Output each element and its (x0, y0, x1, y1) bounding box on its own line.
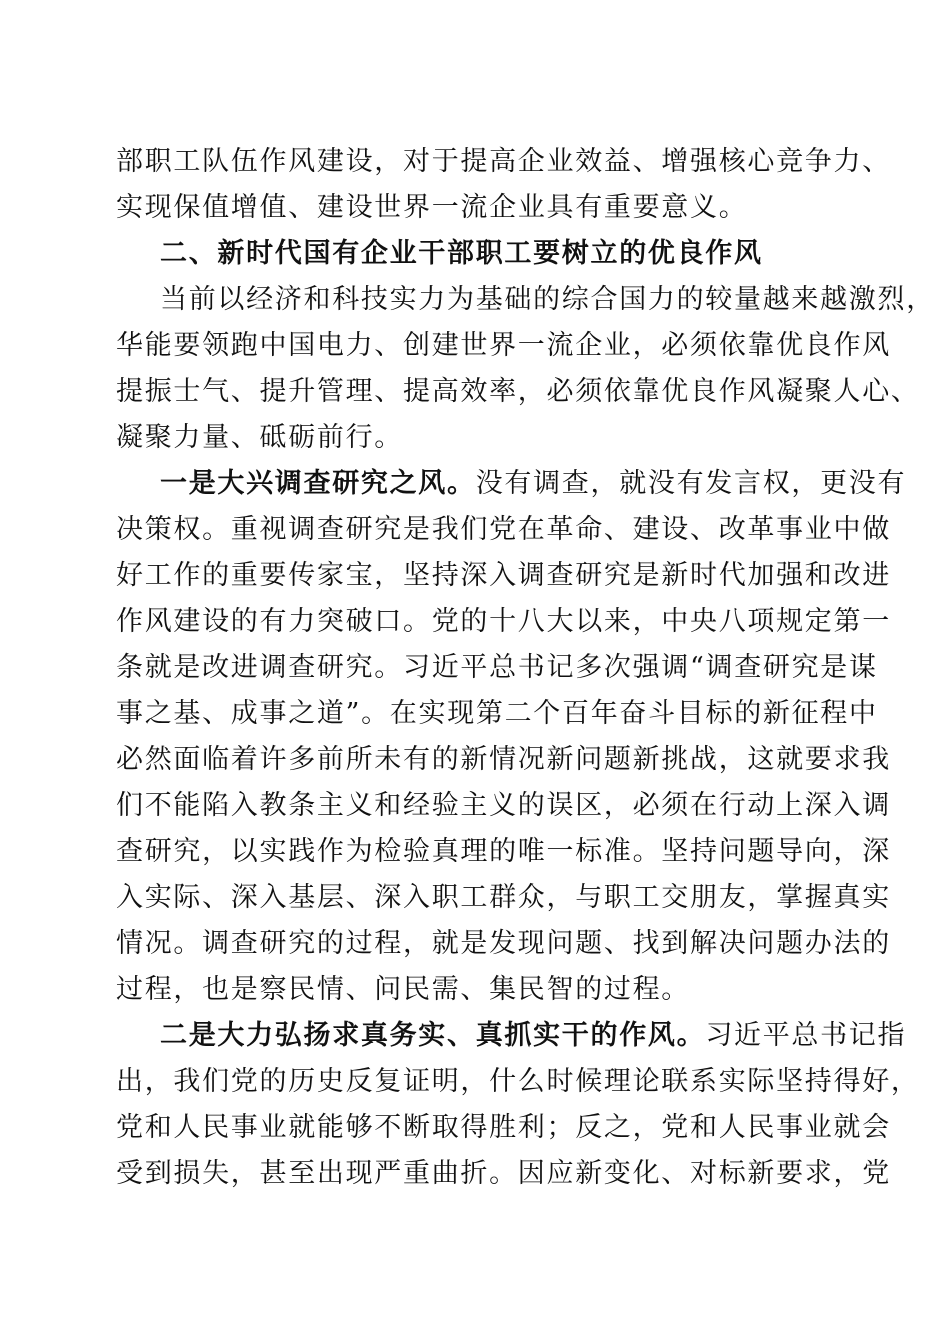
paragraph-one-line: 情况。调查研究的过程，就是发现问题、找到解决问题办法的 (116, 928, 891, 959)
paragraph-two-line: 党和人民事业就能够不断取得胜利；反之，党和人民事业就会 (116, 1112, 891, 1143)
paragraph-one-lead: 一是大兴调查研究之风。 (160, 468, 476, 499)
paragraph-one-line: 作风建设的有力突破口。党的十八大以来，中央八项规定第一 (116, 606, 891, 637)
paragraph-one-line: 必然面临着许多前所未有的新情况新问题新挑战，这就要求我 (116, 744, 891, 775)
paragraph-one-line: 事之基、成事之道”。在实现第二个百年奋斗目标的新征程中 (116, 698, 878, 729)
paragraph-context-line: 当前以经济和科技实力为基础的综合国力的较量越来越激烈， (160, 284, 935, 315)
paragraph-two-line: 受到损失，甚至出现严重曲折。因应新变化、对标新要求，党 (116, 1158, 891, 1189)
paragraph-one-line: 条就是改进调查研究。习近平总书记多次强调“调查研究是谋 (116, 652, 878, 683)
paragraph-context-line: 华能要领跑中国电力、创建世界一流企业，必须依靠优良作风 (116, 330, 891, 361)
paragraph-one-first-line (160, 464, 907, 504)
paragraph-two-line: 出，我们党的历史反复证明，什么时候理论联系实际坚持得好， (116, 1066, 920, 1097)
paragraph-one-line: 入实际、深入基层、深入职工群众，与职工交朋友，掌握真实 (116, 882, 891, 913)
paragraph-one-line: 过程，也是察民情、问民需、集民智的过程。 (116, 974, 690, 1005)
paragraph-intro-line: 部职工队伍作风建设，对于提高企业效益、增强核心竞争力、 (116, 146, 891, 177)
section-heading: 二、新时代国有企业干部职工要树立的优良作风 (160, 238, 763, 269)
paragraph-context-line: 凝聚力量、砥砺前行。 (116, 422, 403, 453)
paragraph-one-line: 决策权。重视调查研究是我们党在革命、建设、改革事业中做 (116, 514, 891, 545)
paragraph-intro-line: 实现保值增值、建设世界一流企业具有重要意义。 (116, 192, 748, 223)
paragraph-two-lead: 二是大力弘扬求真务实、真抓实干的作风。 (160, 1020, 706, 1051)
paragraph-context-line: 提振士气、提升管理、提高效率，必须依靠优良作风凝聚人心、 (116, 376, 920, 407)
paragraph-one-rest: 没有调查，就没有发言权，更没有 (475, 468, 907, 499)
paragraph-one-line: 们不能陷入教条主义和经验主义的误区，必须在行动上深入调 (116, 790, 891, 821)
paragraph-one-line: 查研究，以实践作为检验真理的唯一标准。坚持问题导向，深 (116, 836, 891, 867)
paragraph-one-line: 好工作的重要传家宝，坚持深入调查研究是新时代加强和改进 (116, 560, 891, 591)
paragraph-two-first-line (160, 1016, 907, 1056)
paragraph-two-rest: 习近平总书记指 (705, 1020, 907, 1051)
